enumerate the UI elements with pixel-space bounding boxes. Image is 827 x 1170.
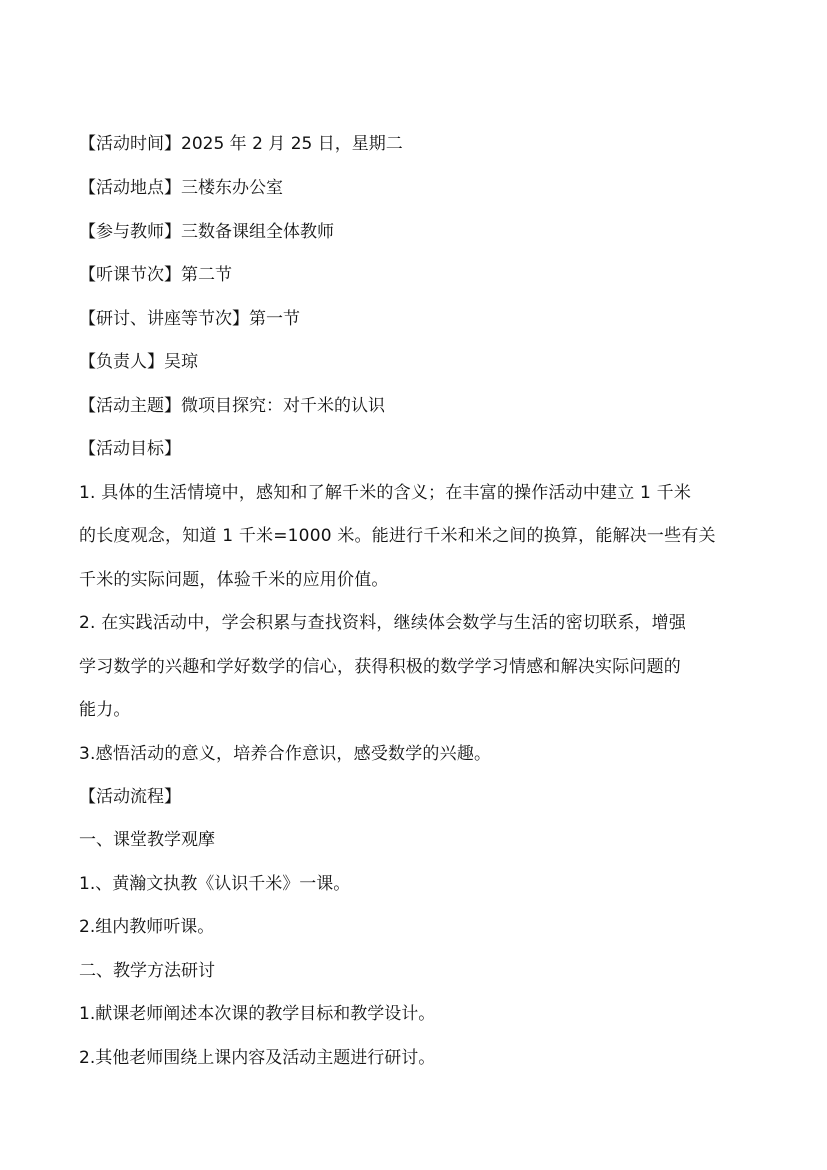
meta-label: 【活动时间】 bbox=[79, 134, 181, 154]
meta-activity-theme bbox=[79, 395, 769, 417]
goal-1-line-3: 千米的实际问题，体验千米的应用价值。 bbox=[79, 570, 389, 590]
meta-label: 【活动地点】 bbox=[79, 178, 181, 198]
meta-value: 吴琼 bbox=[164, 352, 198, 372]
meta-value: 微项目探究：对千米的认识 bbox=[181, 396, 385, 416]
section-1-item-2: 2.组内教师听课。 bbox=[79, 917, 215, 937]
meta-value: 2025 年 2 月 25 日，星期二 bbox=[181, 134, 403, 154]
goal-2-line-1: 2. 在实践活动中，学会积累与查找资料，继续体会数学与生活的密切联系，增强 bbox=[79, 613, 687, 633]
meta-value: 第一节 bbox=[249, 309, 300, 329]
section-1-item-1: 1.、黄瀚文执教《认识千米》一课。 bbox=[79, 874, 351, 894]
process-heading: 【活动流程】 bbox=[79, 787, 181, 807]
meta-activity-time bbox=[79, 133, 769, 155]
meta-label: 【活动主题】 bbox=[79, 396, 181, 416]
meta-value: 三数备课组全体教师 bbox=[181, 222, 334, 242]
meta-value: 三楼东办公室 bbox=[181, 178, 283, 198]
meta-label: 【研讨、讲座等节次】 bbox=[79, 309, 249, 329]
meta-class-period bbox=[79, 264, 769, 286]
goal-3-line-1: 3.感悟活动的意义，培养合作意识，感受数学的兴趣。 bbox=[79, 744, 492, 764]
goal-2-line-3: 能力。 bbox=[79, 700, 131, 720]
meta-participants bbox=[79, 221, 769, 243]
meta-value: 第二节 bbox=[181, 265, 232, 285]
section-2-title: 二、教学方法研讨 bbox=[79, 961, 215, 981]
section-2-item-1: 1.献课老师阐述本次课的教学目标和教学设计。 bbox=[79, 1004, 436, 1024]
meta-label: 【听课节次】 bbox=[79, 265, 181, 285]
meta-label: 【负责人】 bbox=[79, 352, 164, 372]
goal-2-line-2: 学习数学的兴趣和学好数学的信心，获得积极的数学学习情感和解决实际问题的 bbox=[79, 657, 681, 677]
section-1-title: 一、课堂教学观摩 bbox=[79, 830, 215, 850]
goal-1-line-1: 1. 具体的生活情境中，感知和了解千米的含义；在丰富的操作活动中建立 1 千米 bbox=[79, 483, 692, 503]
meta-person-in-charge bbox=[79, 351, 769, 373]
meta-label: 【参与教师】 bbox=[79, 222, 181, 242]
goals-heading: 【活动目标】 bbox=[79, 439, 181, 459]
meta-activity-location bbox=[79, 177, 769, 199]
goal-1-line-2: 的长度观念，知道 1 千米=1000 米。能进行千米和米之间的换算，能解决一些有关 bbox=[79, 526, 716, 546]
section-2-item-2: 2.其他老师围绕上课内容及活动主题进行研讨。 bbox=[79, 1048, 436, 1068]
meta-seminar-period bbox=[79, 308, 769, 330]
